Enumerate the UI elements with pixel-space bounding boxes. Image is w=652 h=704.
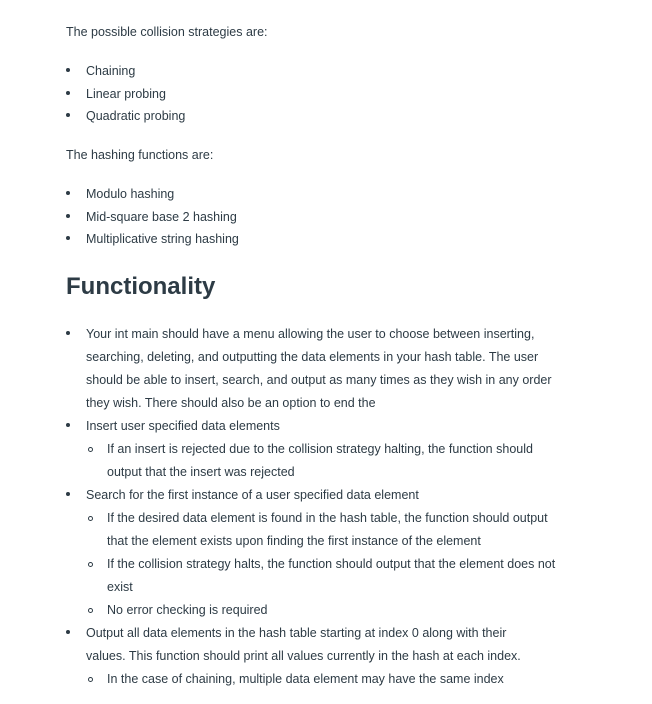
sub-bullet-icon: [88, 562, 93, 567]
list-item-line: Your int main should have a menu allowing the user to choose between inserting,: [86, 327, 535, 341]
sub-item-line: If an insert is rejected due to the collision strategy halting, the function should: [107, 442, 533, 456]
sub-bullet-icon: [88, 447, 93, 452]
sub-item-line: output that the insert was rejected: [107, 465, 295, 479]
bullet-icon: [66, 68, 70, 72]
bullet-icon: [66, 191, 70, 195]
list-item: Chaining: [66, 63, 185, 86]
sub-item-line: In the case of chaining, multiple data element may have the same index: [107, 672, 504, 686]
list-item: Multiplicative string hashing: [66, 231, 239, 254]
list-item-line: Insert user specified data elements: [86, 419, 280, 433]
section-title: Functionality: [66, 273, 216, 300]
collision-strategies-list: [66, 63, 185, 131]
bullet-icon: [66, 214, 70, 218]
list-item: Mid-square base 2 hashing: [66, 209, 239, 232]
sub-bullet-icon: [88, 608, 93, 613]
bullet-icon: [66, 236, 70, 240]
list-item: Linear probing: [66, 86, 185, 109]
list-item: Quadratic probing: [66, 108, 185, 131]
bullet-icon: [66, 423, 70, 427]
hashing-functions-list: [66, 186, 239, 254]
list-item-line: Search for the first instance of a user specified data element: [86, 488, 419, 502]
sub-bullet-icon: [88, 677, 93, 682]
list-item-line: should be able to insert, search, and output as many times as they wish in any order: [86, 373, 552, 387]
list-item: Modulo hashing: [66, 186, 239, 209]
sub-item-line: exist: [107, 580, 133, 594]
sub-item-line: If the desired data element is found in the hash table, the function should output: [107, 511, 548, 525]
bullet-icon: [66, 91, 70, 95]
hashing-functions-heading: The hashing functions are:: [66, 148, 214, 162]
bullet-icon: [66, 113, 70, 117]
list-item-line: Output all data elements in the hash table starting at index 0 along with their: [86, 626, 507, 640]
sub-item-line: If the collision strategy halts, the function should output that the element does not: [107, 557, 556, 571]
sub-item-line: No error checking is required: [107, 603, 268, 617]
bullet-icon: [66, 630, 70, 634]
list-item-line: they wish. There should also be an option to end the: [86, 396, 376, 410]
list-item-line: searching, deleting, and outputting the data elements in your hash table. The user: [86, 350, 539, 364]
sub-bullet-icon: [88, 516, 93, 521]
sub-item-line: that the element exists upon finding the first instance of the element: [107, 534, 481, 548]
collision-strategies-heading: The possible collision strategies are:: [66, 25, 268, 39]
list-item-line: values. This function should print all values currently in the hash at each index.: [86, 649, 521, 663]
bullet-icon: [66, 331, 70, 335]
bullet-icon: [66, 492, 70, 496]
